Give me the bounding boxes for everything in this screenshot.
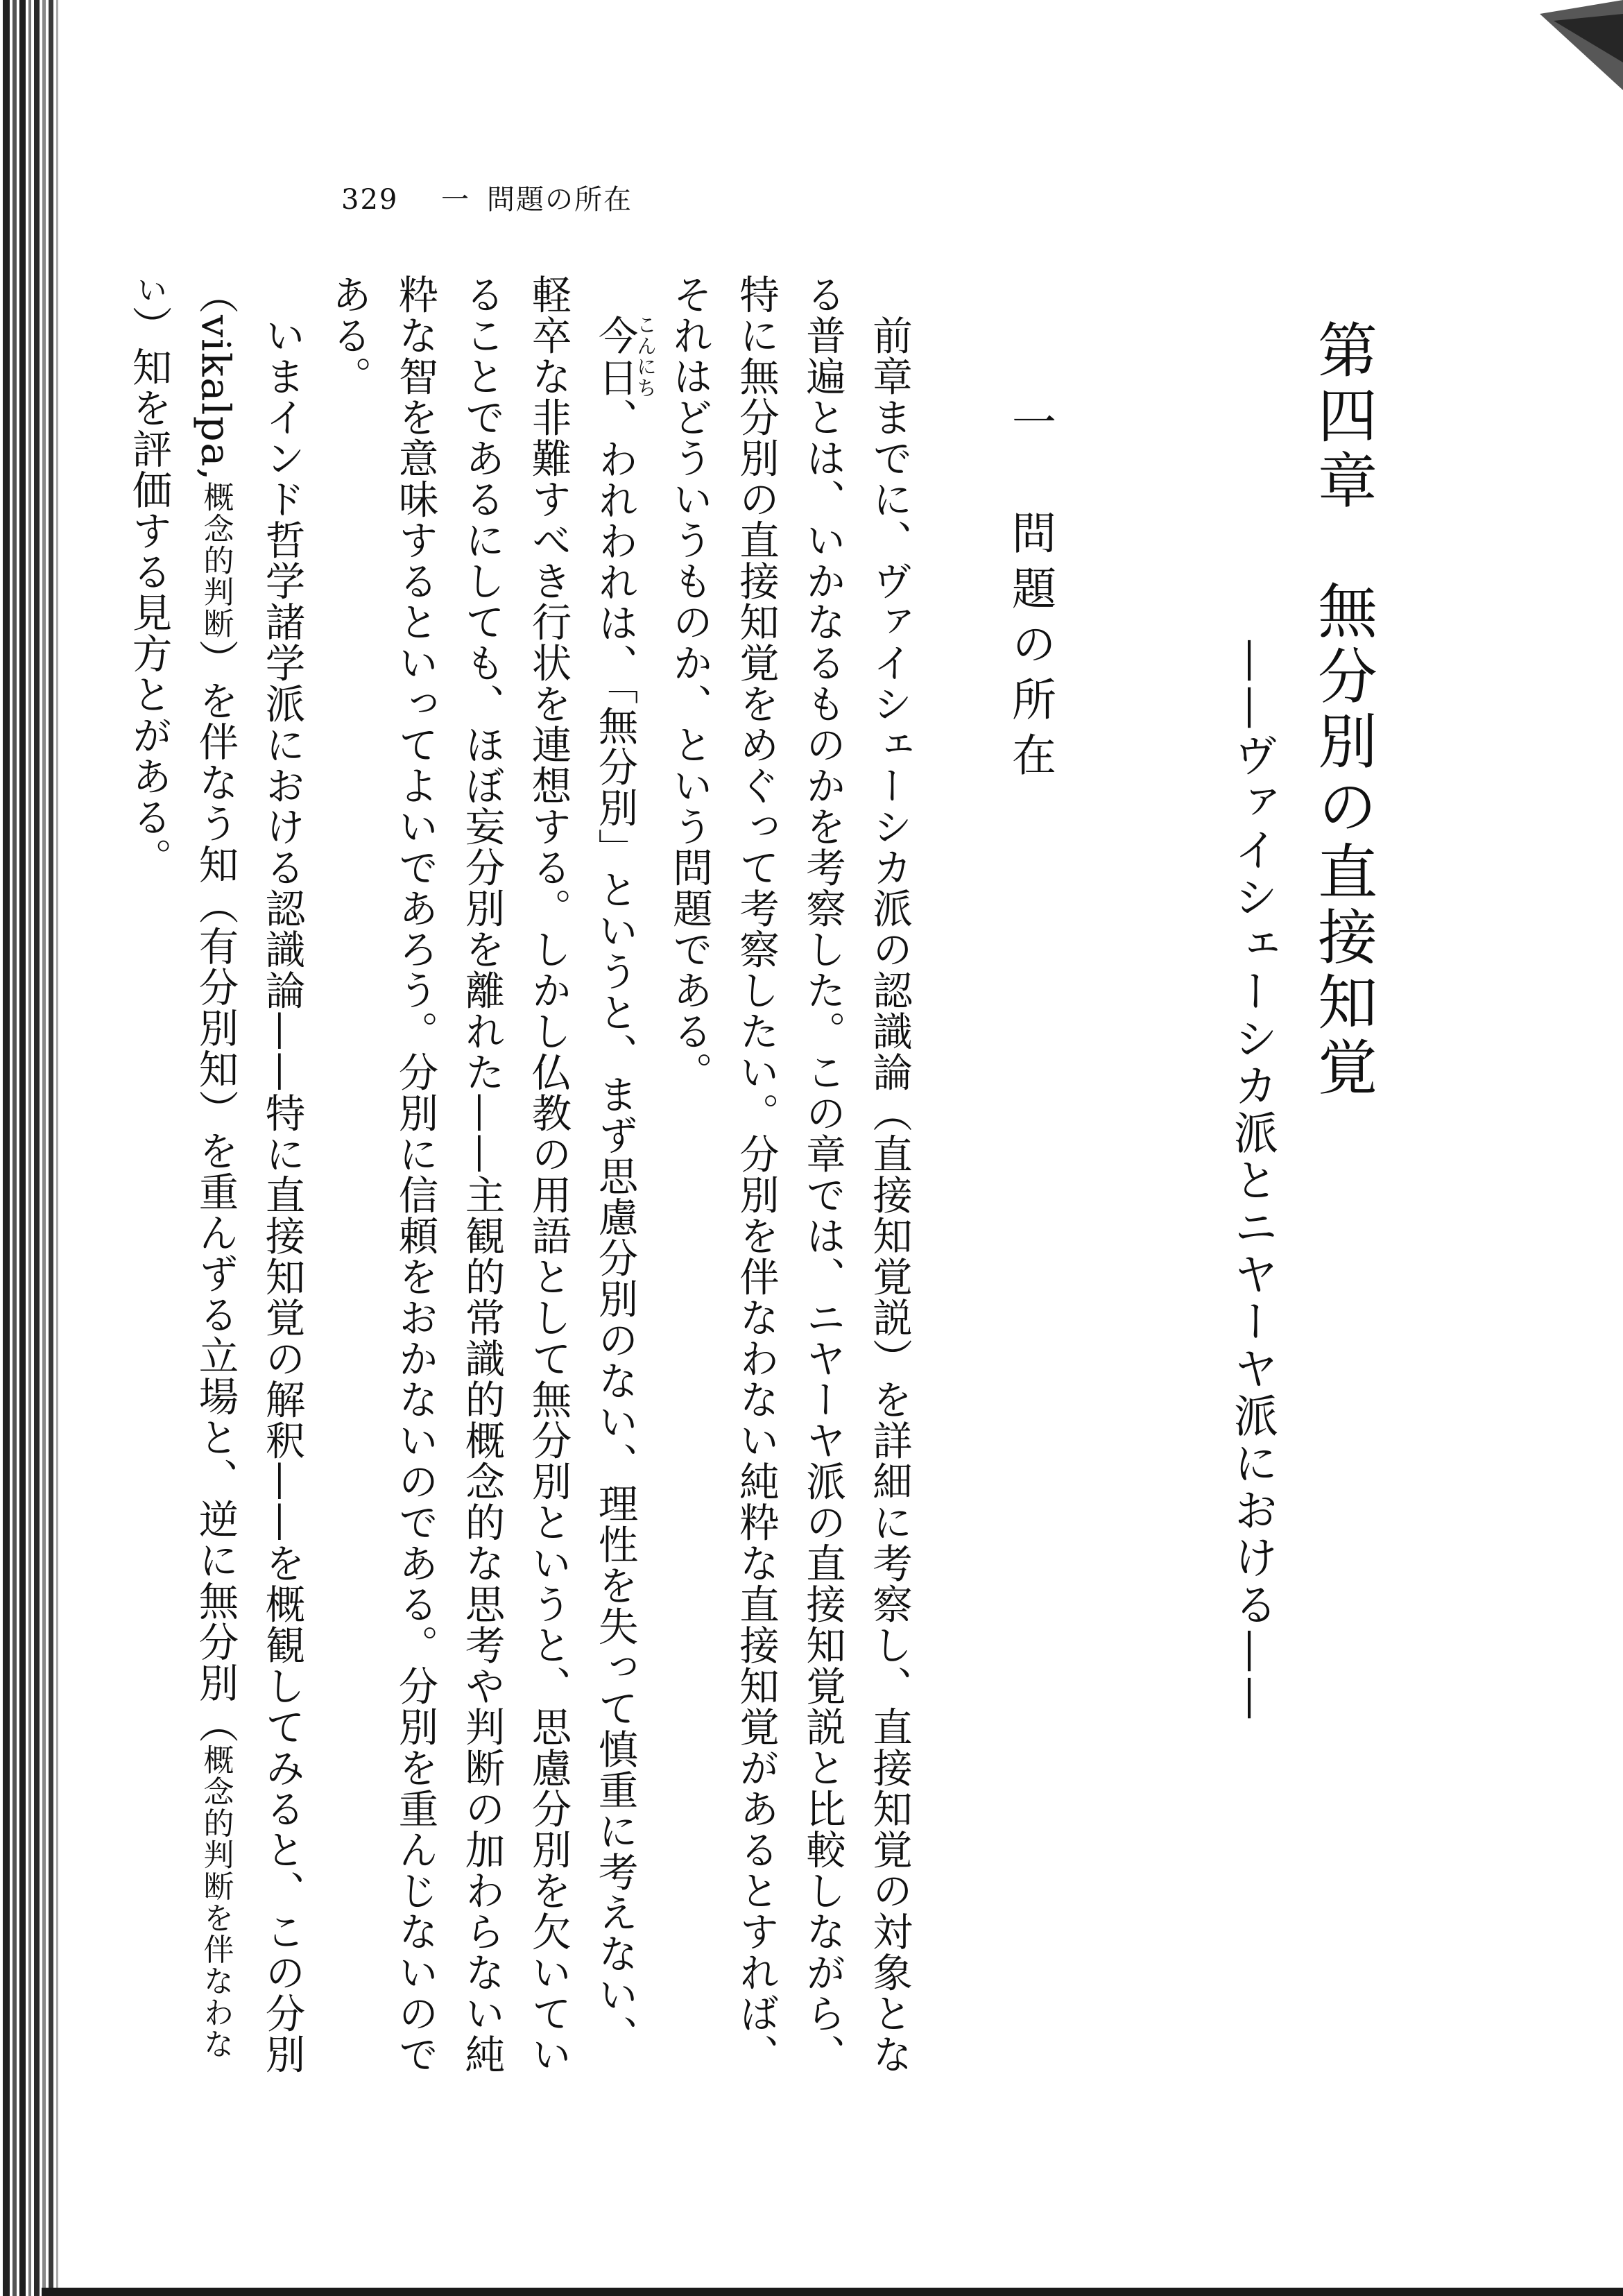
inline-note: 概念的判断 (198, 481, 234, 640)
page-bottom-edge (42, 2288, 1623, 2296)
running-head (341, 179, 896, 221)
ruby-konnichi: 今日こんにち (592, 314, 658, 399)
inline-note: 概念的判断を伴なわない (131, 274, 234, 2060)
section-heading: 一 問題の所在 (1004, 399, 1056, 787)
running-head-section-number: 一 (441, 184, 470, 216)
running-head-section-title: 問題の所在 (487, 184, 633, 216)
page-number: 329 (341, 184, 399, 216)
body-text (126, 274, 922, 2077)
paragraph-2: 今日こんにち、われわれは、「無分別」というと、まず思慮分別のない、理性を失って慎重に考えない、軽卒な非難すべき行状を連想する。しかし仏教の用語として無分別というと、思慮分別を欠いていることであるにしても、ほぼ妄分別を離れた——主観的常識的概念的な思考や判断の加わらない純粋な智を意味するといってよいであろう。分別に信頼をおかないのである。分別を重んじないのである。 (325, 274, 658, 2075)
paragraph-3: いまインド哲学諸学派における認識論——特に直接知覚の解釈——を概観してみると、この分別（vikalpa,概念的判断）を伴なう知（有分別知）を重んずる立場と、逆に無分別（概念的判断を伴なわない）知を評価する見方とがある。 (126, 274, 306, 2075)
book-binding-edge (0, 0, 67, 2296)
chapter-title: 第四章 無分別の直接知覚 (1307, 319, 1377, 1102)
scan-corner-shadow (1540, 0, 1623, 90)
chapter-subtitle: ——ヴァイシェーシカ派とニヤーヤ派における—— (1226, 638, 1278, 1723)
paragraph-1: 前章までに、ヴァイシェーシカ派の認識論（直接知覚説）を詳細に考察し、直接知覚の対象となる普遍とは、いかなるものかを考察した。この章では、ニヤーヤ派の直接知覚説と比較しながら、特に無分別の直接知覚をめぐって考察したい。分別を伴なわない純粋な直接知覚があるとすれば、それはどういうものか、という問題である。 (667, 274, 913, 2075)
